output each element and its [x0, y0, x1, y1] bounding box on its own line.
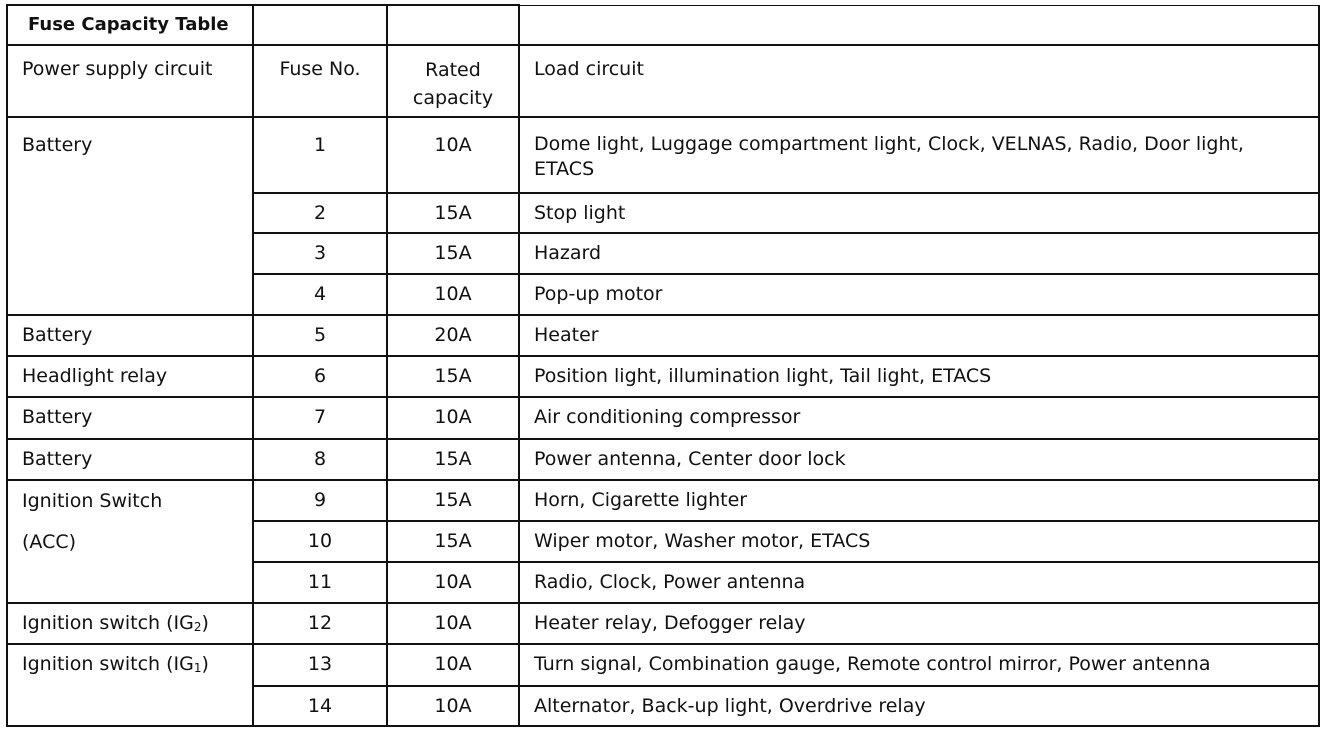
- power-supply-cell: Battery: [7, 117, 253, 315]
- load-cell: Heater: [519, 315, 1319, 356]
- load-cell: Pop-up motor: [519, 274, 1319, 315]
- fuse-no-cell: 13: [253, 644, 387, 686]
- fuse-no-cell: 7: [253, 397, 387, 439]
- load-cell: Stop light: [519, 193, 1319, 233]
- table-row: [7, 603, 1319, 644]
- fuse-table-container: [6, 4, 1320, 727]
- title-blank-cell: [519, 5, 1319, 45]
- rated-cell: 10A: [387, 686, 519, 726]
- rated-cell: 10A: [387, 117, 519, 193]
- rated-cell: 15A: [387, 439, 519, 480]
- table-row: [7, 397, 1319, 439]
- power-supply-cell: Battery: [7, 315, 253, 356]
- load-cell: Power antenna, Center door lock: [519, 439, 1319, 480]
- rated-cell: 15A: [387, 356, 519, 397]
- load-cell: Dome light, Luggage compartment light, Clock, VELNAS, Radio, Door light, ETACS: [519, 117, 1319, 193]
- header-load-circuit: Load circuit: [519, 45, 1319, 117]
- table-row: [7, 686, 1319, 726]
- rated-cell: 15A: [387, 233, 519, 274]
- fuse-no-cell: 9: [253, 480, 387, 521]
- power-supply-cell: Ignition switch $(IG_2)$: [7, 603, 253, 644]
- load-cell: Alternator, Back-up light, Overdrive relay: [519, 686, 1319, 726]
- power-supply-cell-empty: [7, 686, 253, 726]
- fuse-no-cell: 2: [253, 193, 387, 233]
- title-blank-cell: [387, 5, 519, 45]
- title-blank-cell: [253, 5, 387, 45]
- rated-cell: 10A: [387, 603, 519, 644]
- rated-cell: 10A: [387, 397, 519, 439]
- rated-cell: 10A: [387, 274, 519, 315]
- rated-cell: 10A: [387, 562, 519, 603]
- rated-cell: 10A: [387, 644, 519, 686]
- rated-cell: 15A: [387, 480, 519, 521]
- fuse-capacity-table: [6, 4, 1320, 727]
- rated-cell: 15A: [387, 193, 519, 233]
- load-cell: Wiper motor, Washer motor, ETACS: [519, 521, 1319, 562]
- table-row: [7, 315, 1319, 356]
- fuse-no-cell: 8: [253, 439, 387, 480]
- load-cell: Air conditioning compressor: [519, 397, 1319, 439]
- table-row: [7, 117, 1319, 193]
- header-row: [7, 45, 1319, 117]
- power-supply-cell: Ignition switch $(IG_1)$: [7, 644, 253, 686]
- load-cell: Hazard: [519, 233, 1319, 274]
- table-row: [7, 644, 1319, 686]
- load-cell: Turn signal, Combination gauge, Remote control mirror, Power antenna: [519, 644, 1319, 686]
- fuse-no-cell: 4: [253, 274, 387, 315]
- power-supply-cell: Battery: [7, 439, 253, 480]
- rated-cell: 15A: [387, 521, 519, 562]
- table-title: Fuse Capacity Table: [7, 5, 253, 45]
- fuse-no-cell: 6: [253, 356, 387, 397]
- fuse-no-cell: 10: [253, 521, 387, 562]
- title-row: [7, 5, 1319, 45]
- fuse-no-cell: 11: [253, 562, 387, 603]
- power-supply-cell: Headlight relay: [7, 356, 253, 397]
- header-rated-capacity: Rated capacity: [387, 45, 519, 117]
- fuse-no-cell: 5: [253, 315, 387, 356]
- table-row: [7, 356, 1319, 397]
- table-row: [7, 439, 1319, 480]
- header-fuse-no: Fuse No.: [253, 45, 387, 117]
- table-row: [7, 480, 1319, 521]
- fuse-no-cell: 3: [253, 233, 387, 274]
- header-power-supply: Power supply circuit: [7, 45, 253, 117]
- fuse-no-cell: 12: [253, 603, 387, 644]
- rated-cell: 20A: [387, 315, 519, 356]
- fuse-no-cell: 1: [253, 117, 387, 193]
- load-cell: Radio, Clock, Power antenna: [519, 562, 1319, 603]
- load-cell: Heater relay, Defogger relay: [519, 603, 1319, 644]
- fuse-no-cell: 14: [253, 686, 387, 726]
- load-cell: Horn, Cigarette lighter: [519, 480, 1319, 521]
- power-supply-cell: Ignition Switch (ACC): [7, 480, 253, 603]
- power-supply-cell: Battery: [7, 397, 253, 439]
- load-cell: Position light, illumination light, Tail light, ETACS: [519, 356, 1319, 397]
